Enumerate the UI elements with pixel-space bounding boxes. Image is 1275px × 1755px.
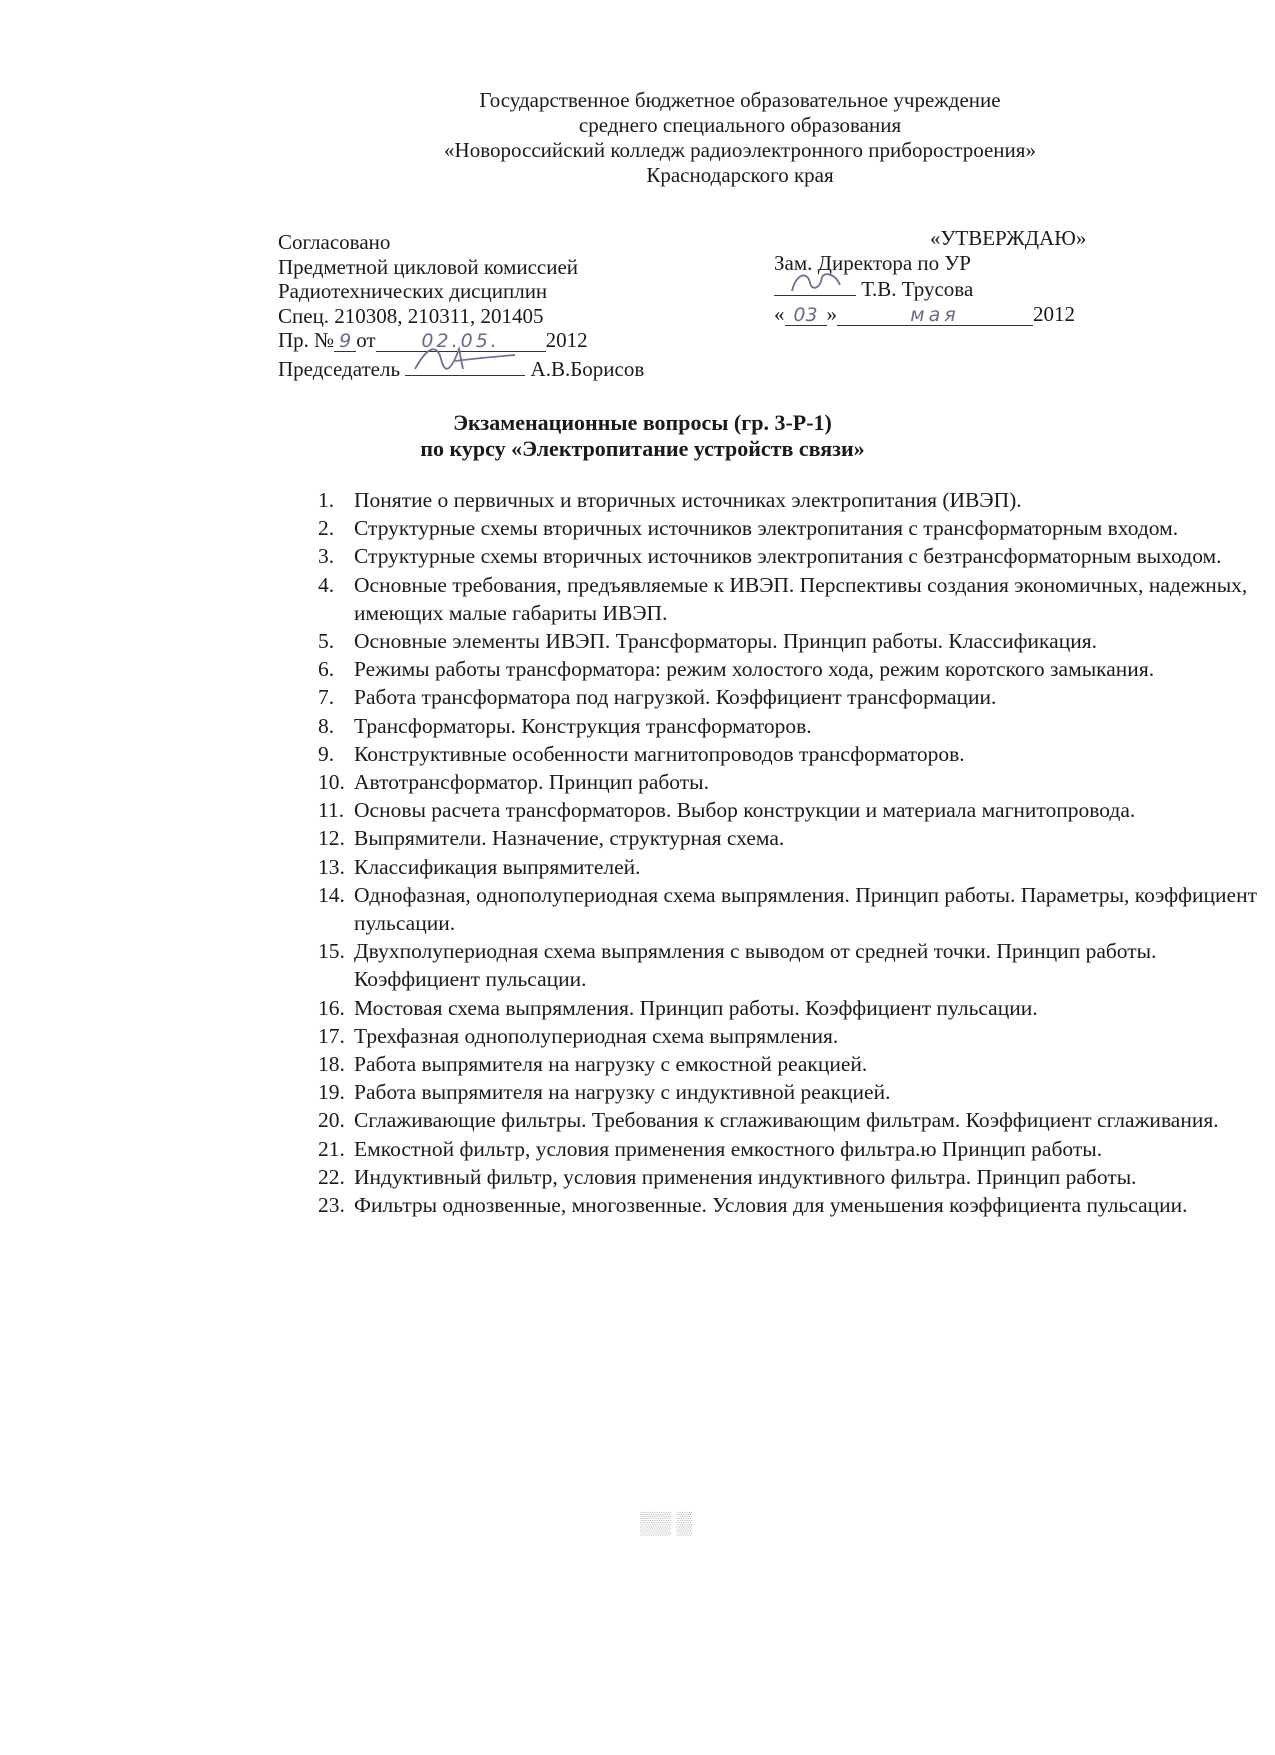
chair-label: Председатель	[278, 356, 401, 381]
question-text: Классификация выпрямителей.	[354, 854, 641, 879]
protocol-prefix: Пр. №	[278, 328, 335, 352]
question-item	[318, 1078, 1268, 1106]
question-number: 21.	[318, 1136, 345, 1161]
question-text: Сглаживающие фильтры. Требования к сглаживающим фильтрам. Коэффициент сглаживания.	[354, 1108, 1219, 1133]
approve-quote-open: «	[774, 301, 785, 326]
question-text: Режимы работы трансформатора: режим холостого хода, режим коротского замыкания.	[354, 657, 1155, 682]
question-text: Понятие о первичных и вторичных источниках электропитания (ИВЭП).	[354, 488, 1022, 512]
question-number: 13.	[318, 854, 345, 879]
approve-name: Т.В. Трусова	[861, 277, 974, 301]
question-text: Мостовая схема выпрямления. Принцип работы. Коэффициент пульсации.	[354, 995, 1038, 1020]
question-number: 20.	[318, 1108, 345, 1133]
question-item	[318, 796, 1268, 824]
question-number: 22.	[318, 1164, 345, 1189]
header-line-1: Государственное бюджетное образовательное учреждение	[479, 88, 1001, 112]
question-text: Индуктивный фильтр, условия применения индуктивного фильтра. Принцип работы.	[354, 1164, 1137, 1189]
question-text: Работа выпрямителя на нагрузку с емкостной реакцией.	[354, 1052, 868, 1077]
question-text: Емкостной фильтр, условия применения емкостного фильтра.ю Принцип работы.	[354, 1136, 1103, 1161]
chair-signature-field	[405, 353, 525, 376]
question-text: Работа выпрямителя на нагрузку с индуктивной реакцией.	[354, 1080, 891, 1105]
agreement-block	[278, 230, 644, 381]
question-item	[318, 881, 1268, 937]
question-text: Основные элементы ИВЭП. Трансформаторы. Принцип работы. Классификация.	[354, 629, 1097, 654]
question-item	[318, 1106, 1268, 1134]
question-item	[318, 655, 1268, 683]
question-item	[318, 994, 1268, 1022]
question-text: Фильтры однозвенные, многозвенные. Условия для уменьшения коэффициента пульсации.	[354, 1193, 1188, 1218]
question-number: 16.	[318, 995, 345, 1020]
institution-header	[420, 88, 1060, 188]
approve-date-day: 03	[785, 305, 827, 326]
question-item	[318, 1022, 1268, 1050]
question-number: 1.	[318, 488, 335, 512]
agreed-specialties: Спец. 210308, 210311, 201405	[278, 303, 544, 328]
header-line-2: среднего специального образования	[578, 113, 902, 137]
question-text: Основные требования, предъявляемые к ИВЭП. Перспективы создания экономичных, надежных, имеющих малые габариты ИВЭП.	[354, 572, 1248, 625]
chair-line	[278, 353, 644, 382]
question-item	[318, 712, 1268, 740]
question-number: 15.	[318, 939, 345, 964]
question-number: 18.	[318, 1052, 345, 1077]
question-text: Работа трансформатора под нагрузкой. Коэффициент трансформации.	[354, 685, 997, 710]
question-text: Выпрямители. Назначение, структурная схема.	[354, 826, 785, 851]
question-number: 4.	[318, 572, 335, 597]
agreed-commission: Предметной цикловой комиссией	[278, 254, 579, 279]
question-number: 11.	[318, 798, 345, 823]
document-title	[0, 410, 1275, 462]
question-item	[318, 683, 1268, 711]
chair-name: А.В.Борисов	[530, 356, 645, 381]
header-line-3: «Новороссийский колледж радиоэлектронного приборостроения»	[444, 138, 1036, 162]
question-item	[318, 1135, 1268, 1163]
title-line-1: Экзаменационные вопросы (гр. 3-Р-1)	[453, 410, 832, 435]
question-text: Двухполупериодная схема выпрямления с выводом от средней точки. Принцип работы. Коэффициент пульсации.	[354, 939, 1157, 992]
question-text: Однофазная, однополупериодная схема выпрямления. Принцип работы. Параметры, коэффициент пульсации.	[354, 882, 1257, 936]
question-number: 5.	[318, 629, 335, 654]
approve-date-line	[774, 302, 1086, 327]
title-line-2: по курсу «Электропитание устройств связи»	[420, 436, 865, 461]
question-item	[318, 768, 1268, 796]
question-number: 9.	[318, 741, 335, 766]
question-number: 6.	[318, 657, 335, 682]
question-number: 2.	[318, 516, 335, 541]
question-number: 17.	[318, 1023, 345, 1048]
question-item	[318, 514, 1268, 542]
question-number: 8.	[318, 713, 335, 738]
question-item	[318, 542, 1268, 570]
question-number: 14.	[318, 882, 345, 907]
question-number: 7.	[318, 685, 335, 710]
bleed-through-ghost: ▒▒ ▒	[640, 1510, 693, 1535]
question-item	[318, 1191, 1268, 1219]
protocol-from: от	[356, 328, 376, 352]
question-item	[318, 486, 1268, 514]
protocol-number: 9	[334, 331, 356, 352]
approve-position: Зам. Директора по УР	[774, 250, 971, 275]
approval-block	[774, 226, 1086, 326]
question-text: Структурные схемы вторичных источников электропитания с трансформаторным входом.	[354, 516, 1179, 541]
approve-date-month: мая	[837, 305, 1033, 326]
exam-questions-list	[318, 486, 1268, 1219]
question-text: Структурные схемы вторичных источников электропитания с безтрансформаторным выходом.	[354, 544, 1222, 569]
question-text: Автотрансформатор. Принцип работы.	[354, 770, 709, 795]
question-item	[318, 571, 1268, 627]
chair-signature	[411, 341, 521, 375]
protocol-year: 2012	[545, 328, 588, 352]
question-number: 3.	[318, 544, 335, 569]
question-item	[318, 740, 1268, 768]
question-text: Основы расчета трансформаторов. Выбор конструкции и материала магнитопровода.	[354, 798, 1136, 823]
approve-signature	[786, 267, 846, 297]
question-item	[318, 853, 1268, 881]
agreed-disciplines: Радиотехнических дисциплин	[278, 279, 548, 303]
approve-date-year: 2012	[1033, 301, 1075, 326]
question-item	[318, 937, 1268, 993]
approve-sign-line	[774, 275, 1086, 302]
question-number: 10.	[318, 770, 345, 795]
question-item	[318, 627, 1268, 655]
question-item	[318, 1163, 1268, 1191]
header-line-4: Краснодарского края	[646, 163, 834, 187]
question-item	[318, 1050, 1268, 1078]
approve-signature-field	[774, 275, 856, 296]
question-number: 12.	[318, 826, 345, 851]
question-text: Трансформаторы. Конструкция трансформаторов.	[354, 713, 812, 738]
approve-quote-close: »	[826, 301, 837, 326]
question-number: 19.	[318, 1080, 345, 1105]
question-number: 23.	[318, 1193, 345, 1218]
agreed-label: Согласовано	[278, 230, 391, 254]
protocol-date: 02.05.	[376, 331, 546, 352]
question-text: Конструктивные особенности магнитопроводов трансформаторов.	[354, 741, 965, 766]
question-text: Трехфазная однополупериодная схема выпрямления.	[354, 1023, 839, 1048]
approve-title: «УТВЕРЖДАЮ»	[930, 226, 1087, 250]
question-item	[318, 824, 1268, 852]
